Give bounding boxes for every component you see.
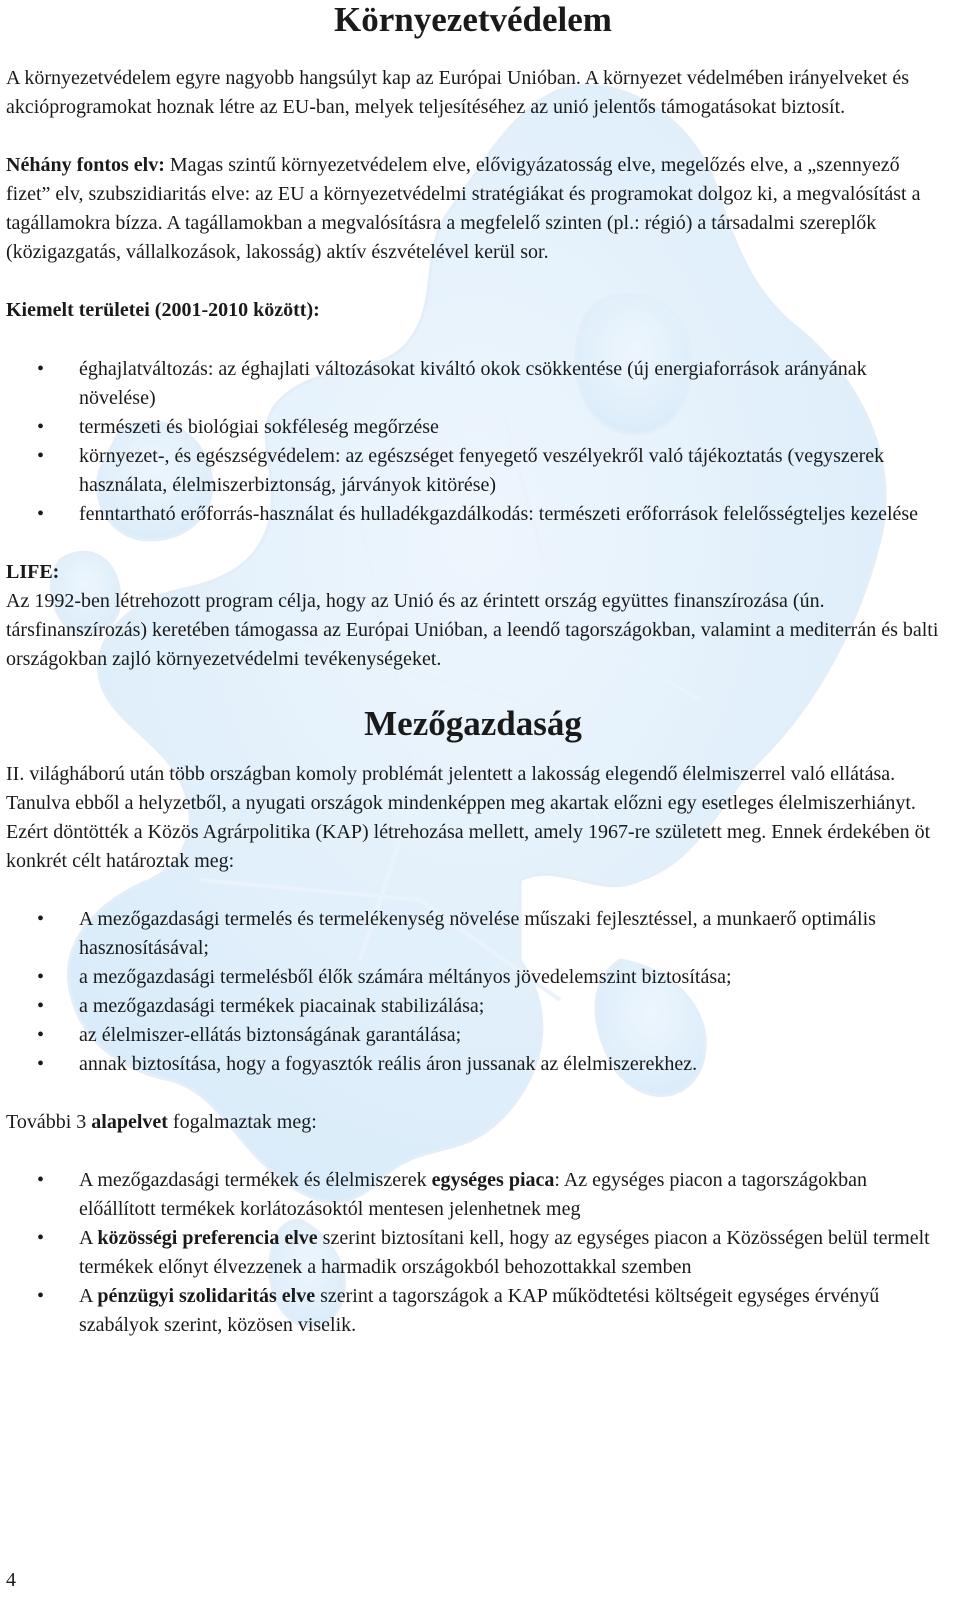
spacer [6, 1137, 940, 1166]
principles-text: Magas szintű környezetvédelem elve, elővigyázatosság elve, megelőzés elve, a „szennyező fizet” elv, szubszidiaritás elve: az EU a környezetvédelmi stratégiákat és programokat dolgoz ki, a megvalósítást a tagállamokra bízza. A tagállamokban a megvalósításra a megfelelő szinten (pl.: régió) a társadalmi szereplők (közigazgatás, vállalkozások, lakosság) aktív észvételével kerül sor. [6, 154, 921, 263]
section-title-agriculture: Mezőgazdaság [364, 704, 582, 743]
goals-list [6, 905, 940, 1079]
principles-label: Néhány fontos elv: [6, 154, 165, 176]
spacer [6, 122, 940, 151]
life-text: Az 1992-ben létrehozott program célja, hogy az Unió és az érintett ország együttes finanszírozása (ún. társfinanszírozás) keretében támogassa az Európai Unióban, a leendő tagországokban, valamint a mediterrán és balti országokban zajló környezetvédelmi tevékenységeket. [6, 590, 939, 670]
principle-bold: pénzügyi szolidaritás elve [97, 1285, 316, 1307]
principle-bold: közösségi preferencia elve [97, 1227, 318, 1249]
principle-post: szerint a tagországok a KAP működtetési költségeit egységes érvényű szabályok szerint, közösen viselik. [79, 1285, 880, 1336]
list-item: • A mezőgazdasági termelés és termelékenység növelése műszaki fejlesztéssel, a munkaerő optimális hasznosításával; [6, 905, 940, 963]
principles-intro [6, 1108, 940, 1137]
spacer [6, 529, 940, 558]
principle-pre: A mezőgazdasági termékek és élelmiszerek [79, 1169, 432, 1191]
principle-post: : Az egységes piacon a tagországokban előállított termékek korlátozásoktól mentesen jelenhetnek meg [79, 1169, 868, 1220]
list-item [6, 1282, 940, 1340]
principle-post: szerint biztosítani kell, hogy az egységes piacon a Közösségen belül termelt termékek előnyt élvezzenek a harmadik országokból behozottakkal szemben [79, 1227, 930, 1278]
list-item [6, 1224, 940, 1282]
list-item: • a mezőgazdasági termékek piacainak stabilizálása; [6, 992, 940, 1021]
principles-paragraph [6, 151, 940, 267]
list-item: • fenntartható erőforrás-használat és hulladékgazdálkodás: természeti erőforrások felelősségteljes kezelése [6, 500, 940, 529]
environment-intro: A környezetvédelem egyre nagyobb hangsúlyt kap az Európai Unióban. A környezet védelmében irányelveket és akcióprogramokat hoznak létre az EU-ban, melyek teljesítéséhez az unió jelentős támogatásokat biztosít. [6, 67, 910, 118]
principles-intro-pre: További 3 [6, 1111, 92, 1133]
list-item: • környezet-, és egészségvédelem: az egészséget fenyegető veszélyekről való tájékoztatás (vegyszerek használata, élelmiszerbiztonság, járványok kitörése) [6, 442, 940, 500]
section-title-environment: Környezetvédelem [334, 0, 612, 39]
spacer [6, 325, 940, 354]
list-item [6, 1166, 940, 1224]
principles-intro-bold: alapelvet [91, 1111, 168, 1133]
principle-pre: A [79, 1285, 98, 1307]
life-heading: LIFE: [6, 561, 60, 583]
principles-intro-post: fogalmaztak meg: [167, 1111, 317, 1133]
list-item: • az élelmiszer-ellátás biztonságának garantálása; [6, 1021, 940, 1050]
spacer [6, 1079, 940, 1108]
principle-bold: egységes piaca [431, 1169, 555, 1191]
list-item: • a mezőgazdasági termelésből élők számára méltányos jövedelemszint biztosítása; [6, 963, 940, 992]
spacer [6, 876, 940, 905]
priority-heading: Kiemelt területei (2001-2010 között): [6, 299, 320, 321]
principles-list [6, 1166, 940, 1340]
list-item: • annak biztosítása, hogy a fogyasztók reális áron jussanak az élelmiszerekhez. [6, 1050, 940, 1079]
principle-pre: A [79, 1227, 98, 1249]
list-item: • természeti és biológiai sokféleség megőrzése [6, 413, 940, 442]
agriculture-intro: II. világháború után több országban komoly problémát jelentett a lakosság elegendő élelmiszerrel való ellátása. Tanulva ebből a helyzetből, a nyugati országok mindenképpen meg akartak előzni egy esetleges élelmiszerhiányt. Ezért döntötték a Közös Agrárpolitika (KAP) létrehozása mellett, amely 1967-re született meg. Ennek érdekében öt konkrét célt határoztak meg: [6, 763, 931, 872]
list-item: • éghajlatváltozás: az éghajlati változásokat kiváltó okok csökkentése (új energiaforrások arányának növelése) [6, 355, 940, 413]
page-number: 4 [6, 1569, 16, 1591]
spacer [6, 267, 940, 296]
document-page [6, 0, 940, 1340]
priority-list [6, 355, 940, 529]
